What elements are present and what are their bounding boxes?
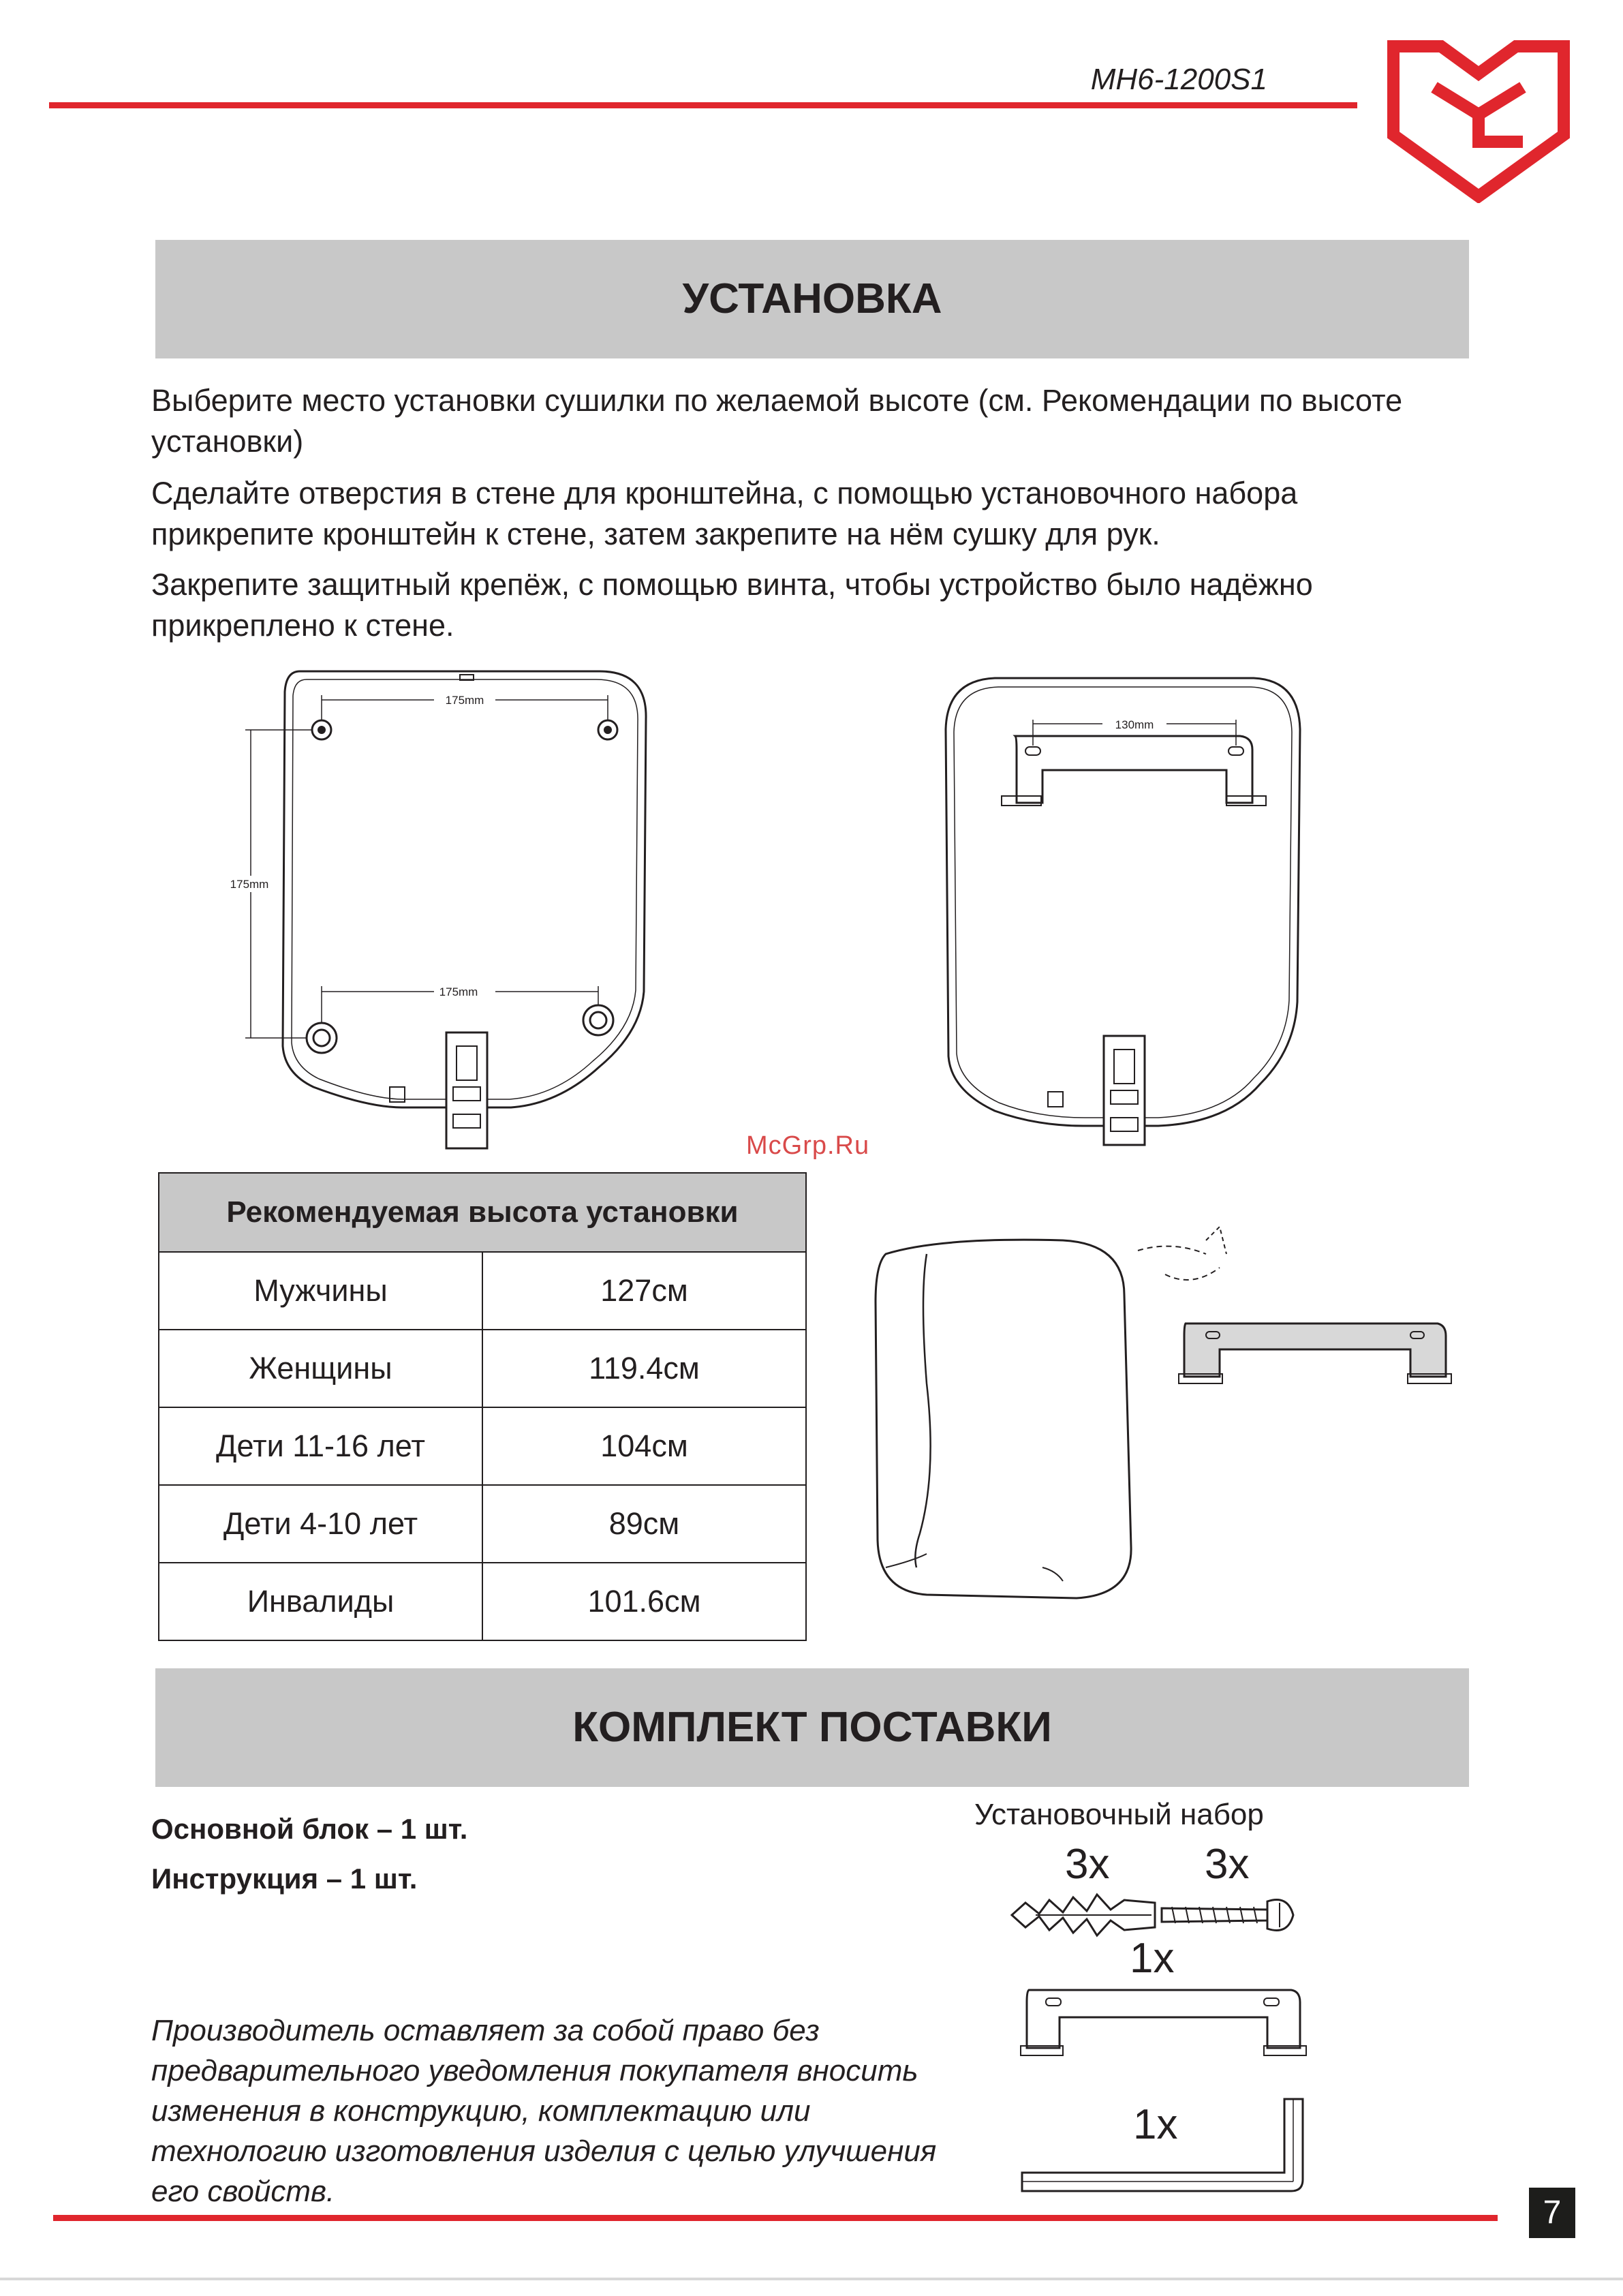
height-value: 101.6см [482, 1563, 806, 1640]
kit-item-manual: Инструкция – 1 шт. [151, 1863, 418, 1895]
table-row [159, 1407, 806, 1485]
height-label: Дети 11-16 лет [159, 1407, 482, 1485]
hex-key-quantity: 1x [1133, 2101, 1178, 2148]
height-table [158, 1172, 807, 1641]
red-hexagon-logo-icon [1387, 40, 1571, 203]
bracket-dimension: 130mm [1115, 718, 1154, 731]
height-table-header: Рекомендуемая высота установки [159, 1173, 806, 1252]
model-number: MH6-1200S1 [1090, 63, 1267, 96]
back-side-dimension: 175mm [230, 878, 269, 891]
installation-title: УСТАНОВКА [682, 275, 942, 322]
installation-paragraph-3: Закрепите защитный крепёж, с помощью винта, чтобы устройство было надёжно прикреплено к стене. [151, 567, 1313, 643]
back-bottom-dimension: 175mm [439, 985, 478, 998]
table-row [159, 1330, 806, 1407]
disclaimer: Производитель оставляет за собой право без предварительного уведомления покупателя вносить изменения в конструкцию, комплектацию или технологию изготовления изделия с целью улучшения его свойств. [151, 2014, 937, 2208]
table-row [159, 1563, 806, 1640]
height-value: 89см [482, 1485, 806, 1563]
kit-title: КОМПЛЕКТ ПОСТАВКИ [572, 1704, 1052, 1751]
installation-paragraph-1: Выберите место установки сушилки по желаемой высоте (см. Рекомендации по высоте установки) [151, 383, 1403, 459]
dryer-bracket-view-diagram [933, 675, 1315, 1152]
hex-key-icon [1015, 2092, 1315, 2194]
height-label: Мужчины [159, 1252, 482, 1330]
height-label: Женщины [159, 1330, 482, 1407]
height-label: Инвалиды [159, 1563, 482, 1640]
height-value: 127см [482, 1252, 806, 1330]
table-row [159, 1252, 806, 1330]
back-top-dimension: 175mm [445, 694, 484, 707]
footer-red-line [53, 2215, 1498, 2221]
header-red-line [49, 102, 1357, 108]
installation-title-bar [155, 240, 1469, 358]
installation-paragraph-2: Сделайте отверстия в стене для кронштейна, с помощью установочного набора прикрепите кронштейн к стене, затем закрепите на нём сушку для рук. [151, 476, 1298, 551]
dryer-side-illustration [838, 1213, 1472, 1608]
watermark: McGrp.Ru [746, 1131, 870, 1160]
table-row [159, 1485, 806, 1563]
mounting-bracket-icon [1015, 1983, 1308, 2058]
height-value: 119.4см [482, 1330, 806, 1407]
bracket-quantity: 1x [1130, 1935, 1175, 1982]
kit-title-bar [155, 1668, 1469, 1787]
screw-quantity: 3x [1205, 1841, 1250, 1888]
dowel-quantity: 3x [1065, 1841, 1110, 1888]
kit-item-main-unit: Основной блок – 1 шт. [151, 1813, 468, 1845]
mounting-kit-title: Установочный набор [974, 1798, 1264, 1831]
bottom-divider [0, 2278, 1623, 2280]
height-label: Дети 4-10 лет [159, 1485, 482, 1563]
dryer-back-view-diagram [204, 664, 668, 1159]
height-value: 104см [482, 1407, 806, 1485]
page-number: 7 [1529, 2188, 1575, 2238]
